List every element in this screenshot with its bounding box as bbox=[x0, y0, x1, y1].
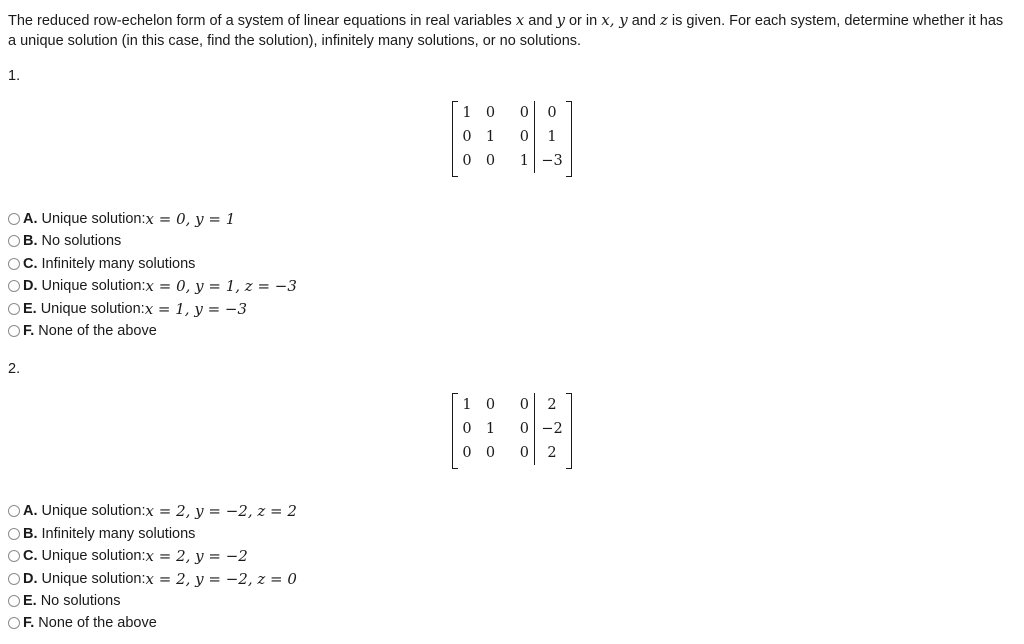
radio-button[interactable] bbox=[8, 235, 20, 247]
option-1b[interactable] bbox=[8, 230, 121, 252]
matrix-cell: 1 bbox=[485, 129, 496, 145]
option-text: Unique solution: bbox=[41, 211, 146, 227]
var-xy: x, y bbox=[601, 11, 628, 29]
option-letter: E. bbox=[23, 301, 37, 317]
radio-button[interactable] bbox=[8, 325, 20, 337]
option-text: Unique solution: bbox=[41, 278, 146, 294]
matrix-cell: 0 bbox=[485, 445, 496, 461]
radio-button[interactable] bbox=[8, 258, 20, 270]
option-2f[interactable] bbox=[8, 612, 157, 634]
matrix-row bbox=[458, 441, 569, 465]
option-letter: A. bbox=[23, 503, 38, 519]
matrix-cell: 0 bbox=[462, 153, 472, 169]
radio-button[interactable] bbox=[8, 528, 20, 540]
matrix-row bbox=[458, 393, 569, 417]
option-math: x = 2, y = −2, z = 2 bbox=[145, 502, 297, 520]
matrix-cell: 0 bbox=[462, 129, 472, 145]
radio-button[interactable] bbox=[8, 213, 20, 225]
question-number: 2. bbox=[8, 361, 21, 377]
matrix-cell: 0 bbox=[505, 101, 535, 125]
option-2d[interactable] bbox=[8, 568, 297, 590]
option-text: Unique solution: bbox=[40, 301, 145, 317]
matrix-cell: 0 bbox=[505, 393, 535, 417]
intro-text-3: or in bbox=[564, 13, 602, 29]
matrix-cell: 1 bbox=[485, 421, 496, 437]
intro-text-2: and bbox=[524, 13, 557, 29]
question-number: 1. bbox=[8, 68, 21, 84]
matrix-row bbox=[458, 125, 569, 149]
option-1c[interactable] bbox=[8, 253, 195, 275]
option-text: No solutions bbox=[40, 593, 121, 609]
radio-button[interactable] bbox=[8, 280, 20, 292]
matrix-table bbox=[458, 101, 569, 173]
option-letter: F. bbox=[23, 323, 35, 339]
matrix-row bbox=[458, 417, 569, 441]
intro-text-5: is given. For each system, determine whether it has a unique solution (in this case, find the solution), infinitely many solutions, or no solutions. bbox=[8, 13, 1004, 49]
matrix-cell: 1 bbox=[547, 129, 557, 145]
intro-text-4: and bbox=[627, 13, 660, 29]
option-math: x = 1, y = −3 bbox=[144, 300, 248, 318]
option-math: x = 0, y = 1, z = −3 bbox=[145, 277, 297, 295]
matrix-cell: 1 bbox=[462, 105, 472, 121]
augmented-matrix bbox=[452, 101, 572, 175]
matrix-table bbox=[458, 393, 569, 465]
option-2a[interactable] bbox=[8, 500, 297, 522]
matrix-cell: 0 bbox=[485, 153, 496, 169]
radio-button[interactable] bbox=[8, 505, 20, 517]
matrix-cell: 0 bbox=[505, 417, 535, 441]
option-2b[interactable] bbox=[8, 523, 195, 545]
option-1a[interactable] bbox=[8, 208, 235, 230]
matrix-cell: −3 bbox=[541, 153, 563, 169]
matrix-cell: 0 bbox=[505, 441, 535, 465]
option-text: None of the above bbox=[38, 323, 157, 339]
var-z: z bbox=[659, 11, 668, 29]
matrix-cell: 0 bbox=[547, 105, 557, 121]
option-text: Infinitely many solutions bbox=[41, 256, 196, 272]
radio-button[interactable] bbox=[8, 303, 20, 315]
matrix-row bbox=[458, 149, 569, 173]
option-letter: E. bbox=[23, 593, 37, 609]
option-2e[interactable] bbox=[8, 590, 121, 612]
matrix-right-bracket bbox=[566, 101, 572, 177]
option-text: No solutions bbox=[41, 233, 122, 249]
radio-button[interactable] bbox=[8, 617, 20, 629]
option-math: x = 2, y = −2, z = 0 bbox=[145, 570, 297, 588]
option-1e[interactable] bbox=[8, 298, 247, 320]
intro-text-1: The reduced row-echelon form of a system of linear equations in real variables bbox=[8, 13, 516, 29]
option-text: Infinitely many solutions bbox=[41, 526, 196, 542]
option-text: Unique solution: bbox=[41, 503, 146, 519]
option-letter: C. bbox=[23, 256, 38, 272]
matrix-right-bracket bbox=[566, 393, 572, 469]
augmented-matrix bbox=[452, 393, 572, 467]
option-letter: C. bbox=[23, 548, 38, 564]
matrix-cell: 1 bbox=[505, 149, 535, 173]
option-2c[interactable] bbox=[8, 545, 248, 567]
option-letter: F. bbox=[23, 615, 35, 631]
option-text: Unique solution: bbox=[41, 571, 146, 587]
radio-button[interactable] bbox=[8, 573, 20, 585]
option-text: Unique solution: bbox=[41, 548, 146, 564]
option-math: x = 2, y = −2 bbox=[145, 547, 248, 565]
radio-button[interactable] bbox=[8, 595, 20, 607]
matrix-cell: 0 bbox=[485, 397, 496, 413]
option-text: None of the above bbox=[38, 615, 157, 631]
option-letter: D. bbox=[23, 278, 38, 294]
var-x: x bbox=[515, 11, 525, 29]
option-letter: A. bbox=[23, 211, 38, 227]
matrix-cell: −2 bbox=[541, 421, 563, 437]
radio-button[interactable] bbox=[8, 550, 20, 562]
var-y: y bbox=[556, 11, 565, 29]
option-letter: B. bbox=[23, 526, 38, 542]
matrix-cell: 0 bbox=[462, 421, 472, 437]
option-letter: D. bbox=[23, 571, 38, 587]
matrix-cell: 0 bbox=[505, 125, 535, 149]
matrix-row bbox=[458, 101, 569, 125]
matrix-cell: 0 bbox=[485, 105, 496, 121]
matrix-cell: 2 bbox=[547, 397, 557, 413]
matrix-cell: 0 bbox=[462, 445, 472, 461]
option-1f[interactable] bbox=[8, 320, 157, 342]
matrix-cell: 1 bbox=[462, 397, 472, 413]
option-math: x = 0, y = 1 bbox=[145, 210, 236, 228]
option-1d[interactable] bbox=[8, 275, 297, 297]
matrix-cell: 2 bbox=[547, 445, 557, 461]
option-letter: B. bbox=[23, 233, 38, 249]
problem-statement bbox=[8, 10, 1008, 51]
